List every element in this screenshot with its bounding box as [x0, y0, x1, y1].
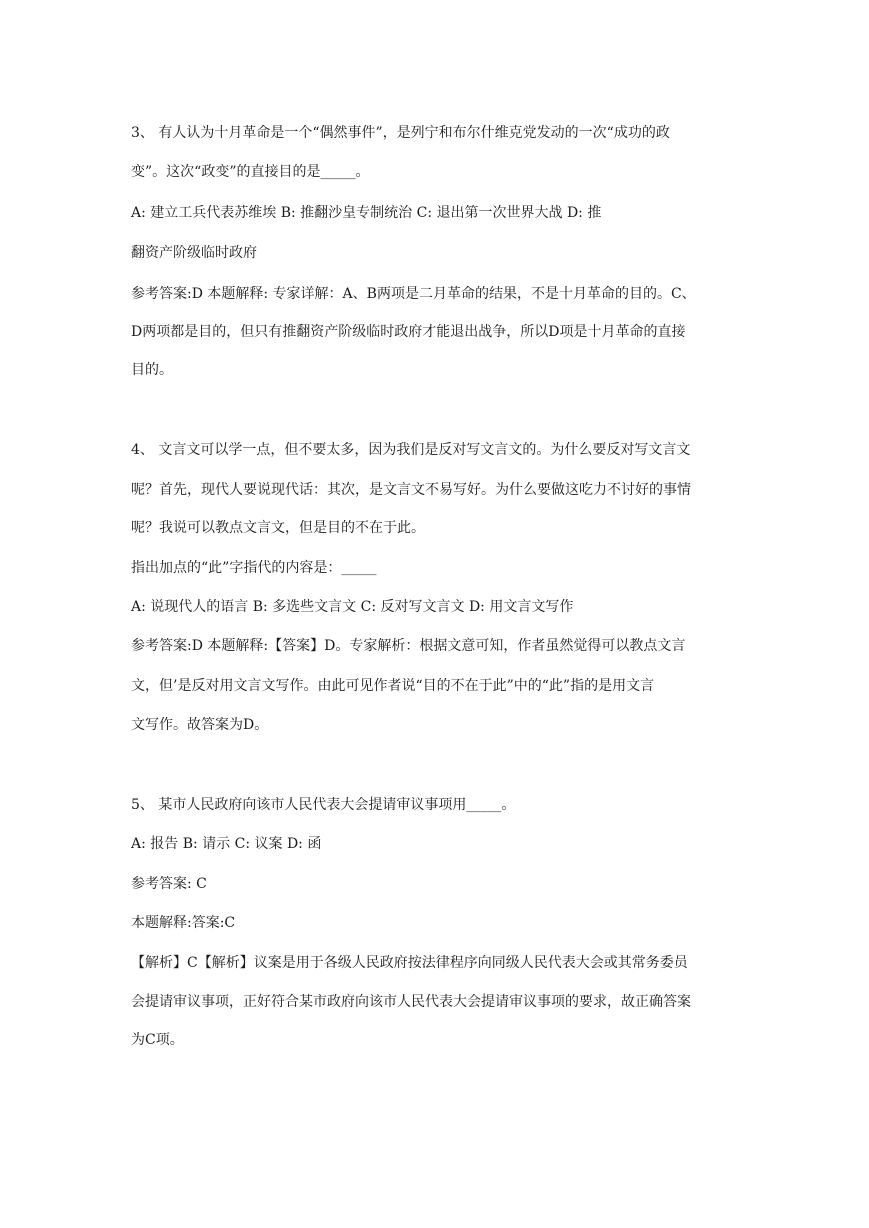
q4-stem-line-3: 呢？我说可以教点文言文，但是目的不在于此。 [131, 520, 425, 536]
q5-answer-line: 参考答案: C [131, 876, 207, 892]
q5-options-line: A: 报告 B: 请示 C: 议案 D: 函 [131, 836, 322, 852]
q4-answer-line-1: 参考答案:D 本题解释:【答案】D。专家解析：根据文意可知，作者虽然觉得可以教点文言 [131, 638, 686, 654]
q3-answer-line-1: 参考答案:D 本题解释: 专家详解：A、B两项是二月革命的结果，不是十月革命的目的。C、 [131, 286, 696, 302]
q4-answer-line-2: 文，但’是反对用文言文写作。由此可见作者说“目的不在于此”中的“此”指的是用文言 [131, 678, 655, 694]
q4-options-line: A: 说现代人的语言 B: 多选些文言文 C: 反对写文言文 D: 用文言文写作 [131, 599, 574, 615]
q4-stem-line-1: 4、 文言文可以学一点，但不要太多，因为我们是反对写文言文的。为什么要反对写文言文 [131, 442, 691, 458]
q3-answer-line-3: 目的。 [131, 362, 173, 378]
q3-stem-line-2: 变”。这次“政变”的直接目的是_____。 [131, 164, 370, 180]
q3-options-line-1: A: 建立工兵代表苏维埃 B: 推翻沙皇专制统治 C: 退出第一次世界大战 D: 推 [131, 205, 602, 221]
q4-stem-line-2: 呢？首先，现代人要说现代话：其次，是文言文不易写好。为什么要做这吃力不讨好的事情 [131, 482, 691, 498]
q5-analysis-line-2: 会提请审议事项，正好符合某市政府向该市人民代表大会提请审议事项的要求，故正确答案 [131, 994, 691, 1010]
q5-analysis-line-1: 【解析】C【解析】议案是用于各级人民政府按法律程序向同级人民代表大会或其常务委员 [131, 955, 688, 971]
q5-analysis-line-3: 为C项。 [131, 1032, 184, 1048]
q4-answer-line-3: 文写作。故答案为D。 [131, 717, 269, 733]
q3-answer-line-2: D两项都是目的，但只有推翻资产阶级临时政府才能退出战争，所以D项是十月革命的直接 [131, 324, 686, 340]
q5-explain-line: 本题解释:答案:C [131, 915, 236, 931]
q3-options-line-2: 翻资产阶级临时政府 [131, 245, 257, 261]
q4-question-line: 指出加点的“此”字指代的内容是：_____ [131, 560, 377, 576]
q5-stem-line: 5、 某市人民政府向该市人民代表大会提请审议事项用_____。 [131, 797, 516, 813]
q3-stem-line-1: 3、 有人认为十月革命是一个“偶然事件”，是列宁和布尔什维克党发动的一次“成功的政 [131, 125, 670, 141]
